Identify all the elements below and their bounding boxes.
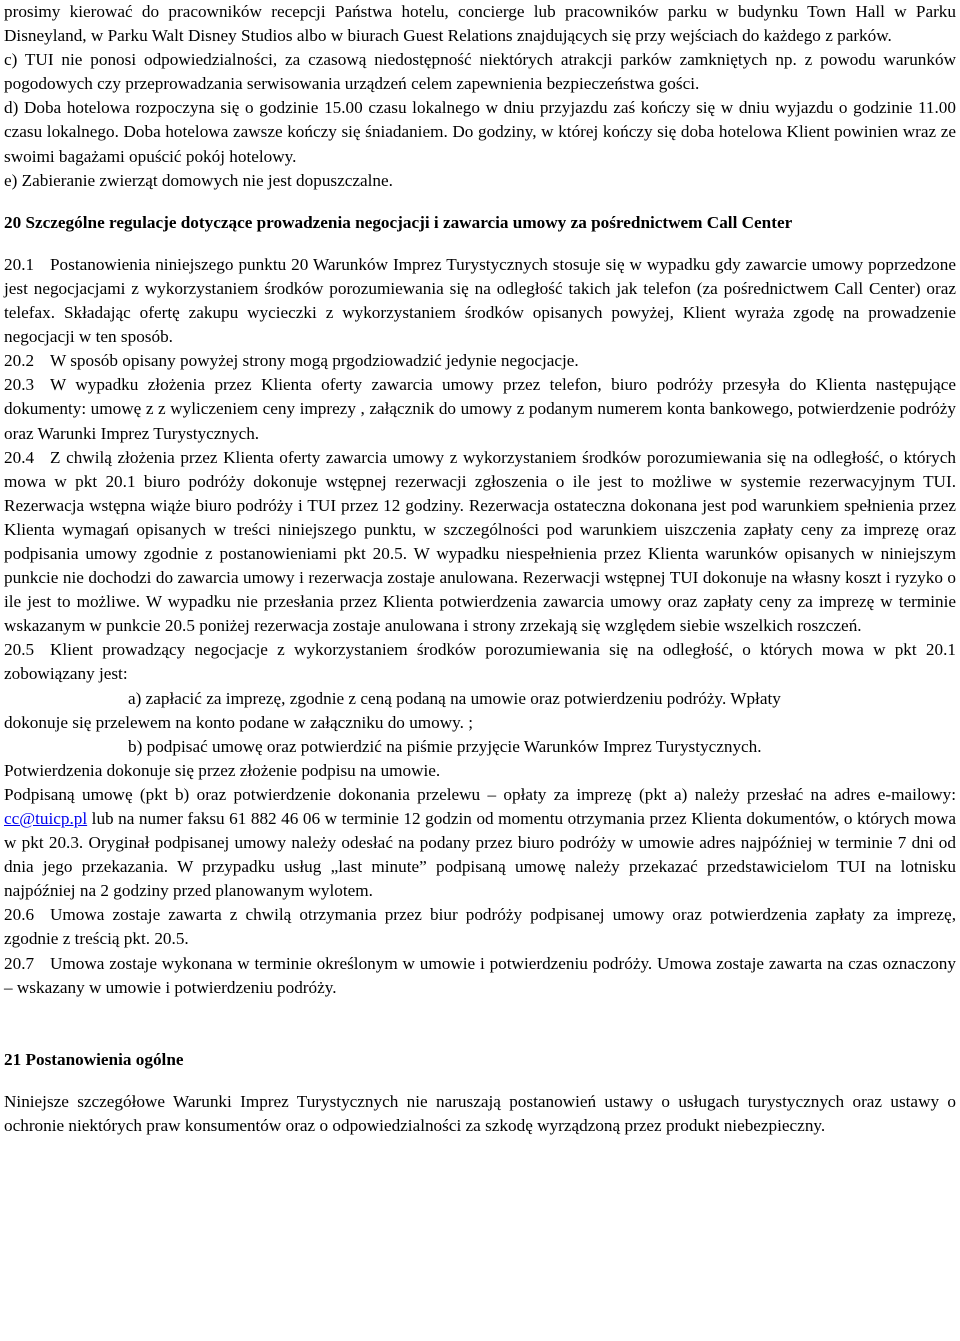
clause-number: 20.6 [4,905,35,925]
clause-text: Umowa zostaje wykonana w terminie określonym w umowie i potwierdzeniu podróży. Umowa zostaje zawarta na czas oznaczony – wskazany w umowie i potwierdzeniu podróży. [4,953,956,997]
submission-text-after: lub na numer faksu 61 882 46 06 w terminie 12 godzin od momentu otrzymania przez Klienta dokumentów, o których mowa w pkt 20.3. Oryginał podpisanej umowy należy odesłać na podany przez biuro podróży w umowie adres najpóźniej w terminie 7 dni od dnia jego przekazania. W przypadku usług „last minute” podpisaną umowę należy przekazać przedstawicielom TUI na lotnisku najpóźniej na 2 godziny przed planowanym wylotem. [4,809,956,901]
clause-20-2 [4,349,956,373]
clause-20-5-submission [4,783,956,903]
paragraph-e: e) Zabieranie zwierząt domowych nie jest dopuszczalne. [4,170,393,190]
clause-number: 20.1 [4,254,35,274]
email-link[interactable]: cc@tuicp.pl [4,809,88,828]
clause-20-5-a-rest: dokonuje się przelewem na konto podane w załączniku do umowy. ; [4,712,474,732]
section-21-paragraph: Niniejsze szczegółowe Warunki Imprez Turystycznych nie naruszają postanowień ustawy o usługach turystycznych oraz ustawy o ochronie niektórych praw konsumentów oraz o odpowiedzialności za szkodę wyrządzoną przez produkt niebezpieczny. [4,1091,956,1135]
spacer [4,193,956,211]
clause-20-4 [4,446,956,639]
clause-20-7 [4,952,956,1000]
clause-text: Postanowienia niniejszego punktu 20 Warunków Imprez Turystycznych stosuje się w wypadku gdy zawarcie umowy poprzedzone jest negocjacjami z wykorzystaniem środków porozumiewania się na odległość takich jak telefon (za pośrednictwem Call Center) oraz telefax. Składając ofertę zakupu wycieczki z wykorzystaniem środków opisanych powyżej, Klient wyraża zgodę na prowadzenie negocjacji w ten sposób. [4,254,956,347]
clause-20-3 [4,373,956,445]
clause-text: Z chwilą złożenia przez Klienta oferty zawarcia umowy z wykorzystaniem środków porozumiewania się na odległość, o których mowa w pkt 20.1 biuro podróży dokonuje wstępnej rezerwacji zgłoszenia o ile jest to możliwe w systemie rezerwacyjnym TUI. Rezerwacja wstępna wiąże biuro podróży i TUI przez 12 godziny. Rezerwacja ostateczna dokonana jest pod warunkiem spełnienia przez Klienta wymagań opisanych w treści niniejszego punktu, w szczególności pod warunkiem uiszczenia zapłaty ceny za imprezę oraz podpisania umowy zgodnie z postanowieniami pkt 20.5. W wypadku niespełnienia przez Klienta warunków opisanych w niniejszym punkcie nie dochodzi do zawarcia umowy i rezerwacja zostaje anulowana. Rezerwacji wstępnej TUI dokonuje na własny koszt i ryzyko o ile jest to możliwe. W wypadku nie przesłania przez Klienta potwierdzenia zawarcia umowy oraz zapłaty ceny za imprezę w terminie wskazanym w punkcie 20.5 poniżej rezerwacja zostaje anulowana i strony zrzekają się względem siebie wszelkich roszczeń. [4,447,956,636]
clause-20-5-a-first: a) zapłacić za imprezę, zgodnie z ceną podaną na umowie oraz potwierdzeniu podróży. Wpłaty [128,688,781,708]
clause-text: Klient prowadzący negocjacje z wykorzystaniem środków porozumiewania się na odległość, o których mowa w pkt 20.1 zobowiązany jest: [4,640,956,684]
section-21-heading: 21 Postanowienia ogólne [4,1049,184,1069]
clause-20-5-b-first: b) podpisać umowę oraz potwierdzić na piśmie przyjęcie Warunków Imprez Turystycznych. [128,736,762,756]
clause-text: Umowa zostaje zawarta z chwilą otrzymania przez biur podróży podpisanej umowy oraz potwierdzenia zapłaty za imprezę, zgodnie z treścią pkt. 20.5. [4,905,956,949]
clause-text: W sposób opisany powyżej strony mogą prgodziowadzić jedynie negocjacje. [50,351,579,371]
paragraph-intro: prosimy kierować do pracowników recepcji Państwa hotelu, concierge lub pracowników parku w budynku Town Hall w Parku Disneyland, w Parku Walt Disney Studios albo w biurach Guest Relations znajdujących się przy wejściach do każdego z parków. [4,2,956,46]
clause-number: 20.7 [4,953,35,973]
clause-text: W wypadku złożenia przez Klienta oferty zawarcia umowy przez telefon, biuro podróży przesyła do Klienta następujące dokumenty: umowę z z wyliczeniem ceny imprezy , załącznik do umowy z podanym numerem konta bankowego, potwierdzenie podróży oraz Warunki Imprez Turystycznych. [4,375,956,443]
clause-20-5 [4,638,956,686]
clause-number: 20.2 [4,351,35,371]
clause-20-5-b-rest: Potwierdzenia dokonuje się przez złożenie podpisu na umowie. [4,760,441,780]
clause-number: 20.3 [4,375,35,395]
paragraph-c: c) TUI nie ponosi odpowiedzialności, za czasową niedostępność niektórych atrakcji parków zamkniętych np. z powodu warunków pogodowych czy przeprowadzania serwisowania urządzeń celem zapewnienia bezpieczeństwa gości. [4,50,956,94]
clause-number: 20.4 [4,447,35,467]
clause-20-1 [4,253,956,349]
submission-text-before: Podpisaną umowę (pkt b) oraz potwierdzenie dokonania przelewu – opłaty za imprezę (pkt a) należy przesłać na adres e-mailowy: [4,784,956,804]
spacer [4,235,956,253]
clause-number: 20.5 [4,640,35,660]
spacer [4,1000,956,1048]
section-20-heading: 20 Szczególne regulacje dotyczące prowadzenia negocjacji i zawarcia umowy za pośrednictwem Call Center [4,212,793,232]
paragraph-d: d) Doba hotelowa rozpoczyna się o godzinie 15.00 czasu lokalnego w dniu przyjazdu zaś kończy się w dniu wyjazdu o godzinie 11.00 czasu lokalnego. Doba hotelowa zawsze kończy się śniadaniem. Do godziny, w której kończy się doba hotelowa Klient powinien wraz ze swoimi bagażami opuścić pokój hotelowy. [4,98,956,166]
clause-20-6 [4,903,956,951]
spacer [4,1072,956,1090]
